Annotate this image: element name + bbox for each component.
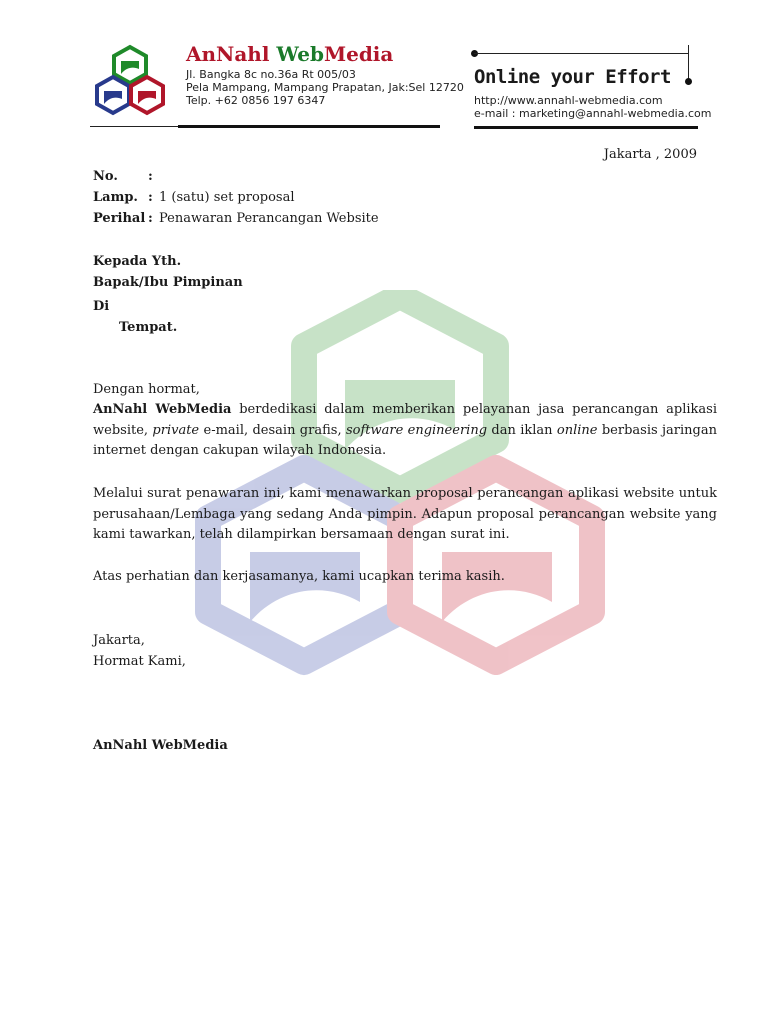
meta-value-lamp: 1 (satu) set proposal [159, 190, 295, 205]
paragraph-intro-text-c: dan iklan [487, 422, 557, 438]
paragraph-thanks: Atas perhatian dan kerjasamanya, kami ucapkan terima kasih. [93, 569, 505, 584]
paragraph-intro-text-a: berdedikasi dalam memberikan pelayanan jasa perancangan aplikasi website, [93, 402, 717, 438]
company-name-part2: Web [276, 42, 324, 66]
letterhead-rule-right-top [474, 53, 688, 54]
paragraph-intro [93, 400, 717, 462]
recipient-line-2: Bapak/Ibu Pimpinan [93, 275, 243, 290]
address-line-3: Telp. +62 0856 197 6347 [186, 94, 326, 107]
website-link[interactable]: http://www.annahl-webmedia.com [474, 94, 663, 107]
letterhead-rule-right-bottom [474, 126, 698, 129]
greeting: Dengan hormat, [93, 382, 200, 397]
recipient-line-4: Tempat. [119, 320, 178, 335]
meta-label-perihal: Perihal [93, 211, 146, 226]
meta-value-perihal: Penawaran Perancangan Website [159, 211, 379, 226]
meta-label-no: No. [93, 169, 118, 184]
closing-salutation: Hormat Kami, [93, 654, 186, 669]
company-name-part3: Media [323, 42, 394, 66]
recipient-line-1: Kepada Yth. [93, 254, 182, 269]
letter-date: Jakarta , 2009 [603, 147, 697, 162]
address-line-2: Pela Mampang, Mampang Prapatan, Jak:Sel 12720 [186, 81, 464, 94]
address-line-1: Jl. Bangka 8c no.36a Rt 005/03 [186, 68, 356, 81]
paragraph-intro-italic-a: private [152, 422, 200, 438]
recipient-line-3: Di [93, 299, 110, 314]
company-name-part1: AnNahl [186, 42, 277, 66]
tagline: Online your Effort [474, 66, 671, 88]
paragraph-intro-text-d: berbasis jaringan internet dengan cakupan wilayah Indonesia. [93, 422, 717, 459]
meta-sep-lamp: : [148, 190, 153, 205]
company-name [186, 42, 393, 66]
meta-sep-perihal: : [148, 211, 153, 226]
rule-dot-right [685, 78, 692, 85]
signature-name: AnNahl WebMedia [93, 738, 228, 753]
email-link[interactable]: e-mail : marketing@annahl-webmedia.com [474, 107, 712, 120]
meta-label-lamp: Lamp. [93, 190, 138, 205]
letterhead-rule-left-thick [178, 125, 440, 128]
paragraph-intro-company: AnNahl WebMedia [93, 402, 232, 417]
paragraph-intro-text-b: e-mail, desain grafis, [199, 422, 346, 438]
paragraph-intro-italic-c: online [556, 422, 598, 438]
closing-city: Jakarta, [93, 633, 145, 648]
company-logo [90, 44, 178, 126]
paragraph-intro-italic-b: software engineering [345, 422, 488, 438]
paragraph-offer: Melalui surat penawaran ini, kami menawarkan proposal perancangan aplikasi website untuk perusahaan/Lembaga yang sedang Anda pimpin. Adapun proposal perancangan website yang kami tawarkan, telah dilampirkan bersamaan dengan surat ini. [93, 486, 717, 543]
meta-sep-no: : [148, 169, 153, 184]
